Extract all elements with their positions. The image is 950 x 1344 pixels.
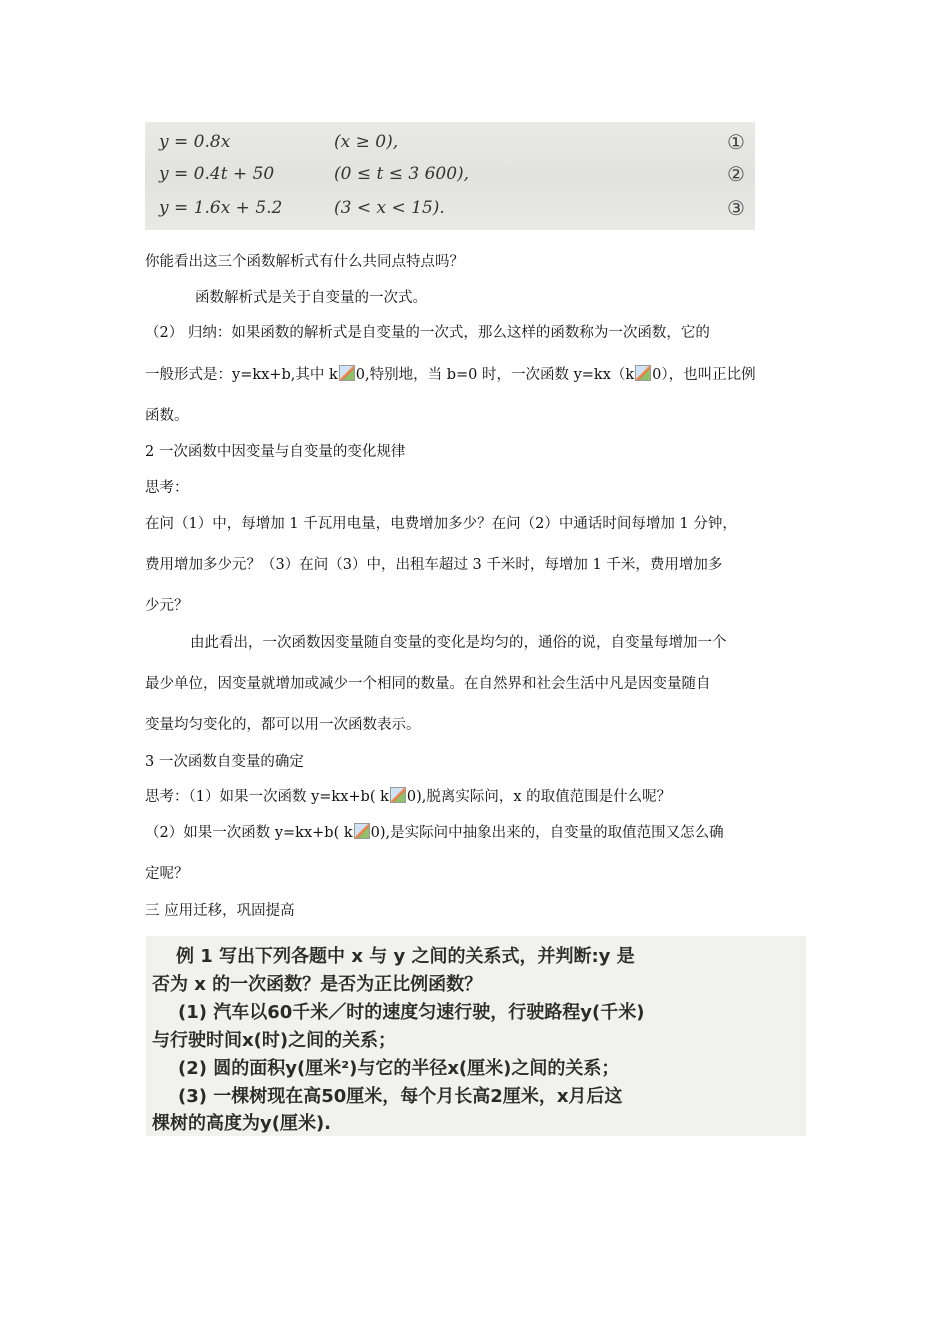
conclusion-line-2: 最少单位，因变量就增加或减少一个相同的数量。在自然界和社会生活中凡是因变量随自 — [145, 676, 711, 692]
think-text: （2）如果一次函数 y=kx+b( k — [145, 825, 353, 841]
example-line: 棵树的高度为y(厘米). — [152, 1113, 332, 1134]
think-text: 0),脱离实际问，x 的取值范围是什么呢？ — [406, 789, 672, 805]
definition-line-2 — [145, 365, 756, 385]
question-line-3: 少元？ — [145, 598, 189, 614]
equation-domain: (0 ≤ t ≤ 3 600), — [334, 164, 470, 184]
answer-linear-expression: 函数解析式是关于自变量的一次式。 — [195, 290, 427, 306]
question-line-1: 在问（1）中，每增加 1 千瓦用电量，电费增加多少？在问（2）中通话时间每增加 1 分钟， — [145, 516, 737, 532]
example-line: 与行驶时间x(时)之间的关系； — [152, 1030, 397, 1051]
broken-image-icon — [635, 365, 651, 381]
equation-number: ③ — [727, 196, 745, 220]
example-line: 例 1 写出下列各题中 x 与 y 之间的关系式，并判断:y 是 — [176, 946, 635, 967]
equation-number: ② — [727, 162, 745, 186]
conclusion-line-1: 由此看出，一次函数因变量随自变量的变化是均匀的，通俗的说，自变量每增加一个 — [190, 635, 727, 651]
think-question-2-cont: 定呢？ — [145, 866, 189, 882]
question-line-2: 费用增加多少元？（3）在问（3）中，出租车超过 3 千米时，每增加 1 千米，费用增加多 — [145, 557, 723, 573]
equation-formula: y = 0.8x — [159, 132, 231, 152]
equation-domain: (3 < x < 15). — [334, 198, 445, 218]
think-text: 0),是实际问中抽象出来的，自变量的取值范围又怎么确 — [370, 825, 724, 841]
definition-text: 一般形式是：y=kx+b,其中 k — [145, 367, 338, 383]
example-scan-image — [146, 936, 806, 1136]
broken-image-icon — [339, 365, 355, 381]
section-heading-4: 三 应用迁移，巩固提高 — [145, 903, 295, 919]
definition-text: 0），也叫正比例 — [652, 367, 756, 383]
example-line: (3) 一棵树现在高50厘米，每个月长高2厘米，x月后这 — [178, 1086, 623, 1107]
definition-text: 0,特别地，当 b=0 时，一次函数 y=kx（k — [355, 367, 635, 383]
section-heading-3: 3 一次函数自变量的确定 — [145, 754, 304, 770]
equation-formula: y = 0.4t + 50 — [159, 164, 275, 184]
definition-line-1: （2） 归纳：如果函数的解析式是自变量的一次式，那么这样的函数称为一次函数，它的 — [145, 325, 710, 341]
broken-image-icon — [354, 823, 370, 839]
think-text: 思考：（1）如果一次函数 y=kx+b( k — [145, 789, 389, 805]
think-question-2 — [145, 823, 724, 843]
equation-domain: (x ≥ 0), — [334, 132, 399, 152]
broken-image-icon — [390, 787, 406, 803]
definition-line-3: 函数。 — [145, 408, 189, 424]
example-line: (2) 圆的面积y(厘米²)与它的半径x(厘米)之间的关系； — [178, 1058, 620, 1079]
think-label: 思考： — [145, 480, 189, 496]
section-heading-2: 2 一次函数中因变量与自变量的变化规律 — [145, 444, 406, 460]
equation-formula: y = 1.6x + 5.2 — [159, 198, 283, 218]
example-line: 否为 x 的一次函数？是否为正比例函数？ — [152, 974, 483, 995]
example-line: (1) 汽车以60千米／时的速度匀速行驶，行驶路程y(千米) — [178, 1002, 645, 1023]
equation-number: ① — [727, 130, 745, 154]
think-question-1 — [145, 787, 671, 807]
conclusion-line-3: 变量均匀变化的，都可以用一次函数表示。 — [145, 717, 421, 733]
question-common-feature: 你能看出这三个函数解析式有什么共同点特点吗？ — [145, 254, 464, 270]
equations-scan-image — [145, 122, 755, 230]
